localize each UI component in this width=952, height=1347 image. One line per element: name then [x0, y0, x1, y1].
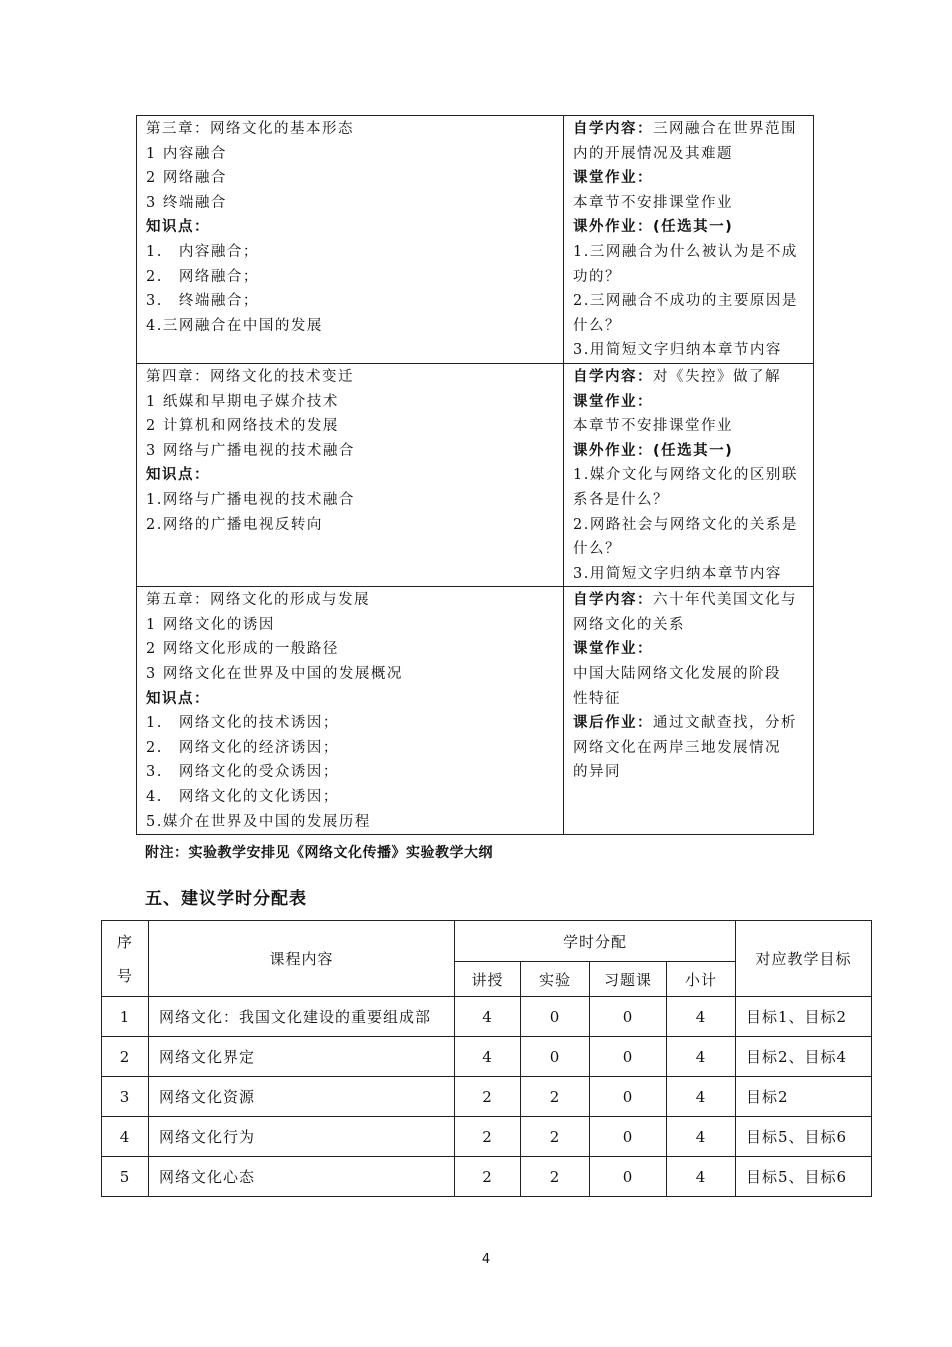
- section-title: 五、建议学时分配表: [145, 889, 307, 909]
- chapter-row: [137, 363, 814, 586]
- chapter-content-cell: [137, 116, 564, 364]
- subtotal-hours-cell: 4: [667, 1117, 736, 1157]
- subtotal-hours-cell: 4: [667, 997, 736, 1037]
- assignment-line: [573, 488, 805, 513]
- chapter-line: 4.三网融合在中国的发展: [146, 317, 323, 334]
- assignment-text: 什么？: [573, 541, 621, 558]
- assignment-label: 自学内容：: [573, 592, 653, 609]
- assignment-line: [573, 513, 805, 538]
- assignment-line: [573, 662, 805, 687]
- assignment-line: [573, 289, 805, 314]
- assignment-label: 课堂作业：: [573, 170, 653, 187]
- table-row: [102, 1157, 872, 1197]
- assignment-text: 本章节不安排课堂作业: [573, 194, 733, 211]
- exercise-hours-cell: 0: [590, 1077, 667, 1117]
- content-cell: 网络文化资源: [149, 1077, 455, 1117]
- chapter-content-cell: [137, 587, 564, 835]
- assignment-text: 2.三网融合不成功的主要原因是: [573, 293, 798, 310]
- lecture-hours-cell: 4: [455, 1037, 521, 1077]
- assignment-line: [573, 613, 805, 638]
- chapter-line: 1 纸媒和早期电子媒介技术: [146, 393, 339, 410]
- goal-cell: 目标2、目标4: [736, 1037, 872, 1077]
- assignment-line: [573, 439, 805, 464]
- syllabus-body: [137, 116, 814, 835]
- chapter-line: 2.网络的广播电视反转向: [146, 516, 323, 533]
- assignment-line: [573, 637, 805, 662]
- assignment-text: 六十年代美国文化与: [653, 592, 797, 609]
- chapter-line: 第三章：网络文化的基本形态: [146, 121, 354, 137]
- chapter-line: 3 网络与广播电视的技术融合: [146, 442, 355, 459]
- lecture-hours-cell: 4: [455, 997, 521, 1037]
- exercise-hours-cell: 0: [590, 1117, 667, 1157]
- chapter-line: 2 网络融合: [146, 170, 227, 187]
- chapter-line: 1 内容融合: [146, 145, 227, 162]
- content-cell: 网络文化界定: [149, 1037, 455, 1077]
- subtotal-hours-cell: 4: [667, 1037, 736, 1077]
- subtotal-hours-cell: 4: [667, 1157, 736, 1197]
- assignment-text: 3.用简短文字归纳本章节内容: [573, 565, 782, 582]
- exercise-hours-cell: 0: [590, 1157, 667, 1197]
- assignment-text: 系各是什么？: [573, 491, 669, 508]
- assignment-line: [573, 390, 805, 415]
- assignment-text: 性特征: [573, 690, 621, 707]
- assignment-line: [573, 265, 805, 290]
- assignment-label: 自学内容：: [573, 368, 653, 385]
- lab-hours-cell: 2: [521, 1077, 590, 1117]
- header-lecture: 讲授: [455, 962, 521, 997]
- assignment-text: 网络文化的关系: [573, 616, 685, 633]
- lab-hours-cell: 0: [521, 1037, 590, 1077]
- assignment-text: 内的开展情况及其难题: [573, 145, 733, 162]
- assignment-line: [573, 687, 805, 712]
- table-row: [102, 1117, 872, 1157]
- assignment-text: 对《失控》做了解: [653, 368, 781, 385]
- assignment-line: [573, 562, 805, 587]
- assignment-line: [573, 142, 805, 167]
- assignment-text: 功的？: [573, 268, 621, 285]
- chapter-line: 3. 网络文化的受众诱因；: [146, 764, 339, 781]
- header-seq: [102, 921, 149, 997]
- assignment-text: 三网融合在世界范围: [653, 121, 797, 137]
- seq-cell: 1: [102, 997, 149, 1037]
- header-subtotal: 小计: [667, 962, 736, 997]
- chapter-line: 1 网络文化的诱因: [146, 616, 275, 633]
- assignment-text: 本章节不安排课堂作业: [573, 418, 733, 435]
- assignment-cell: [564, 116, 814, 364]
- lab-hours-cell: 2: [521, 1117, 590, 1157]
- assignment-label: 课后作业：: [573, 715, 653, 732]
- chapter-line: 4. 网络文化的文化诱因；: [146, 789, 339, 806]
- hours-table: [101, 920, 872, 1197]
- chapter-line: 2 网络文化形成的一般路径: [146, 641, 339, 658]
- chapter-line: 第五章：网络文化的形成与发展: [146, 592, 370, 609]
- lecture-hours-cell: 2: [455, 1077, 521, 1117]
- header-allocation: 学时分配: [455, 921, 736, 962]
- seq-cell: 2: [102, 1037, 149, 1077]
- assignment-line: [573, 760, 805, 785]
- exercise-hours-cell: 0: [590, 1037, 667, 1077]
- assignment-label: 课堂作业：: [573, 393, 653, 410]
- exercise-hours-cell: 0: [590, 997, 667, 1037]
- assignment-text: 3.用简短文字归纳本章节内容: [573, 342, 782, 359]
- assignment-label: 课外作业：(任选其一): [573, 442, 734, 459]
- seq-cell: 3: [102, 1077, 149, 1117]
- assignment-text: 2.网路社会与网络文化的关系是: [573, 516, 798, 533]
- header-content: 课程内容: [149, 921, 455, 997]
- lecture-hours-cell: 2: [455, 1117, 521, 1157]
- chapter-line: 2 计算机和网络技术的发展: [146, 418, 339, 435]
- header-seq-label: 序号: [117, 932, 134, 985]
- lab-hours-cell: 0: [521, 997, 590, 1037]
- lab-hours-cell: 2: [521, 1157, 590, 1197]
- chapter-line: 1. 内容融合；: [146, 243, 259, 260]
- goal-cell: 目标2: [736, 1077, 872, 1117]
- chapter-line: 2. 网络文化的经济诱因；: [146, 739, 339, 756]
- assignment-line: [573, 314, 805, 339]
- assignment-text: 的异同: [573, 764, 621, 781]
- assignment-text: 1.媒介文化与网络文化的区别联: [573, 467, 798, 484]
- chapter-line: 1. 网络文化的技术诱因；: [146, 715, 339, 732]
- goal-cell: 目标5、目标6: [736, 1157, 872, 1197]
- assignment-line: [573, 191, 805, 216]
- seq-cell: 5: [102, 1157, 149, 1197]
- table-row: [102, 997, 872, 1037]
- table-row: [102, 1077, 872, 1117]
- assignment-line: [573, 537, 805, 562]
- chapter-line: 2. 网络融合；: [146, 268, 259, 285]
- header-lab: 实验: [521, 962, 590, 997]
- chapter-line: 3 网络文化在世界及中国的发展概况: [146, 666, 403, 683]
- knowledge-points-label: 知识点：: [146, 219, 210, 236]
- assignment-line: [573, 365, 805, 390]
- header-exercise: 习题课: [590, 962, 667, 997]
- syllabus-table: [136, 115, 814, 835]
- assignment-text: 什么？: [573, 317, 621, 334]
- assignment-label: 课堂作业：: [573, 641, 653, 658]
- assignment-line: [573, 117, 805, 142]
- header-goal: 对应教学目标: [736, 921, 872, 997]
- content-cell: 网络文化：我国文化建设的重要组成部: [149, 997, 455, 1037]
- hours-body: [102, 997, 872, 1197]
- assignment-line: [573, 463, 805, 488]
- lecture-hours-cell: 2: [455, 1157, 521, 1197]
- assignment-line: [573, 414, 805, 439]
- assignment-label: 课外作业：(任选其一): [573, 219, 734, 236]
- goal-cell: 目标5、目标6: [736, 1117, 872, 1157]
- assignment-line: [573, 166, 805, 191]
- table-row: [102, 1037, 872, 1077]
- chapter-line: 3 终端融合: [146, 194, 227, 211]
- assignment-line: [573, 736, 805, 761]
- page-number: 4: [481, 1252, 491, 1267]
- assignment-cell: [564, 587, 814, 835]
- content-cell: 网络文化行为: [149, 1117, 455, 1157]
- chapter-line: 3. 终端融合；: [146, 293, 259, 310]
- chapter-row: [137, 587, 814, 835]
- assignment-line: [573, 338, 805, 363]
- assignment-label: 自学内容：: [573, 121, 653, 137]
- goal-cell: 目标1、目标2: [736, 997, 872, 1037]
- assignment-text: 1.三网融合为什么被认为是不成: [573, 243, 798, 260]
- appendix-note: 附注：实验教学安排见《网络文化传播》实验教学大纲: [145, 845, 493, 861]
- content-cell: 网络文化心态: [149, 1157, 455, 1197]
- chapter-line: 5.媒介在世界及中国的发展历程: [146, 813, 371, 830]
- chapter-line: 第四章：网络文化的技术变迁: [146, 368, 354, 385]
- assignment-cell: [564, 363, 814, 586]
- chapter-line: 1.网络与广播电视的技术融合: [146, 491, 355, 508]
- subtotal-hours-cell: 4: [667, 1077, 736, 1117]
- chapter-content-cell: [137, 363, 564, 586]
- assignment-line: [573, 588, 805, 613]
- assignment-line: [573, 215, 805, 240]
- assignment-text: 通过文献查找，分析: [653, 715, 797, 732]
- knowledge-points-label: 知识点：: [146, 690, 210, 707]
- assignment-line: [573, 240, 805, 265]
- seq-cell: 4: [102, 1117, 149, 1157]
- chapter-row: [137, 116, 814, 364]
- assignment-text: 网络文化在两岸三地发展情况: [573, 739, 781, 756]
- assignment-text: 中国大陆网络文化发展的阶段: [573, 666, 781, 683]
- assignment-line: [573, 711, 805, 736]
- knowledge-points-label: 知识点：: [146, 467, 210, 484]
